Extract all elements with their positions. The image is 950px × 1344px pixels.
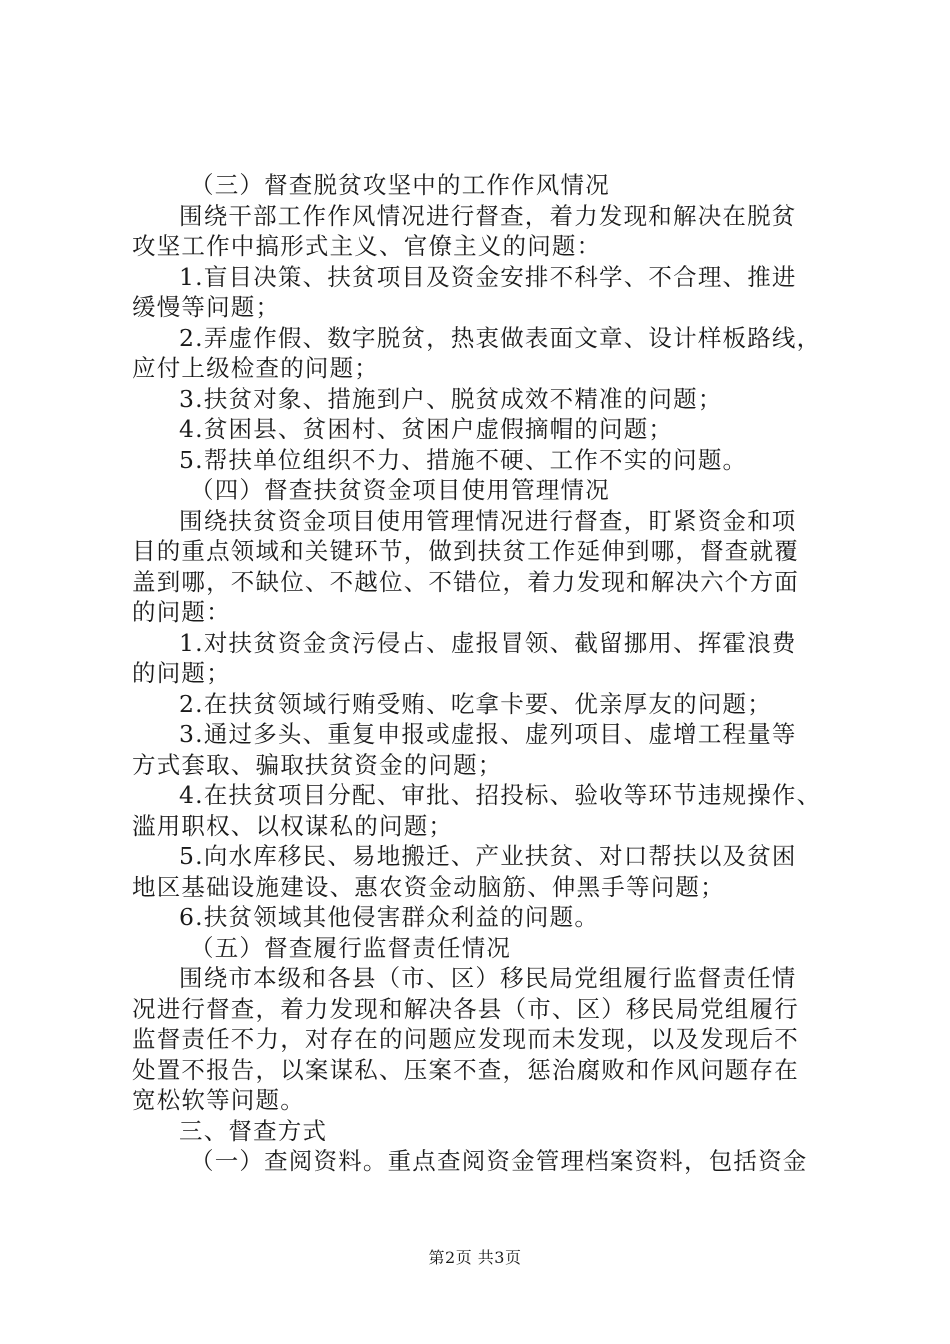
text-line: 目的重点领域和关键环节，做到扶贫工作延伸到哪，督查就覆 bbox=[132, 537, 799, 565]
text-line: 3.通过多头、重复申报或虚报、虚列项目、虚增工程量等 bbox=[179, 720, 797, 748]
text-line: 4.贫困县、贫困村、贫困户虚假摘帽的问题； bbox=[179, 415, 674, 443]
text-line: 缓慢等问题； bbox=[132, 293, 281, 321]
text-line: 5.帮扶单位组织不力、措施不硬、工作不实的问题。 bbox=[179, 445, 748, 474]
text-line: 监督责任不力，对存在的问题应发现而未发现，以及发现后不 bbox=[132, 1025, 799, 1053]
text-line: 方式套取、骗取扶贫资金的问题； bbox=[132, 750, 503, 779]
text-line: （三）督查脱贫攻坚中的工作作风情况 bbox=[190, 171, 610, 199]
text-line: （一）查阅资料。重点查阅资金管理档案资料，包括资金 bbox=[190, 1147, 808, 1175]
text-line: 滥用职权、以权谋私的问题； bbox=[132, 811, 454, 840]
text-line: 三、督查方式 bbox=[179, 1116, 328, 1145]
text-line: 况进行督查，着力发现和解决各县（市、区）移民局党组履行 bbox=[132, 994, 799, 1023]
text-line: 3.扶贫对象、措施到户、脱贫成效不精准的问题； bbox=[179, 384, 723, 413]
page-footer: 第2页 共3页 bbox=[428, 1248, 522, 1267]
text-line: 2.弄虚作假、数字脱贫，热衷做表面文章、设计样板路线， bbox=[179, 323, 822, 352]
text-line: （五）督查履行监督责任情况 bbox=[190, 933, 512, 962]
text-line: 的问题； bbox=[132, 659, 231, 687]
text-line: 地区基础设施建设、惠农资金动脑筋、伸黑手等问题； bbox=[132, 872, 725, 901]
text-line: 的问题： bbox=[132, 598, 231, 626]
text-line: 应付上级检查的问题； bbox=[132, 354, 379, 382]
text-line: 1.盲目决策、扶贫项目及资金安排不科学、不合理、推进 bbox=[179, 262, 797, 291]
text-line: 围绕市本级和各县（市、区）移民局党组履行监督责任情 bbox=[179, 964, 797, 992]
text-line: 攻坚工作中搞形式主义、官僚主义的问题： bbox=[132, 232, 602, 260]
text-line: 盖到哪，不缺位、不越位、不错位，着力发现和解决六个方面 bbox=[132, 567, 799, 596]
text-line: 处置不报告，以案谋私、压案不查，惩治腐败和作风问题存在 bbox=[132, 1055, 799, 1084]
text-line: 宽松软等问题。 bbox=[132, 1086, 305, 1114]
text-line: 5.向水库移民、易地搬迁、产业扶贫、对口帮扶以及贫困 bbox=[179, 842, 797, 870]
text-line: 围绕干部工作作风情况进行督查，着力发现和解决在脱贫 bbox=[179, 201, 797, 230]
document-body bbox=[132, 170, 834, 1177]
text-line: 2.在扶贫领域行贿受贿、吃拿卡要、优亲厚友的问题； bbox=[179, 689, 772, 718]
text-line: 6.扶贫领域其他侵害群众利益的问题。 bbox=[179, 903, 600, 931]
text-line: 围绕扶贫资金项目使用管理情况进行督查，盯紧资金和项 bbox=[179, 506, 797, 535]
text-line: 1.对扶贫资金贪污侵占、虚报冒领、截留挪用、挥霍浪费 bbox=[179, 628, 797, 657]
text-line: （四）督查扶贫资金项目使用管理情况 bbox=[190, 476, 610, 504]
text-line: 4.在扶贫项目分配、审批、招投标、验收等环节违规操作、 bbox=[179, 781, 822, 809]
